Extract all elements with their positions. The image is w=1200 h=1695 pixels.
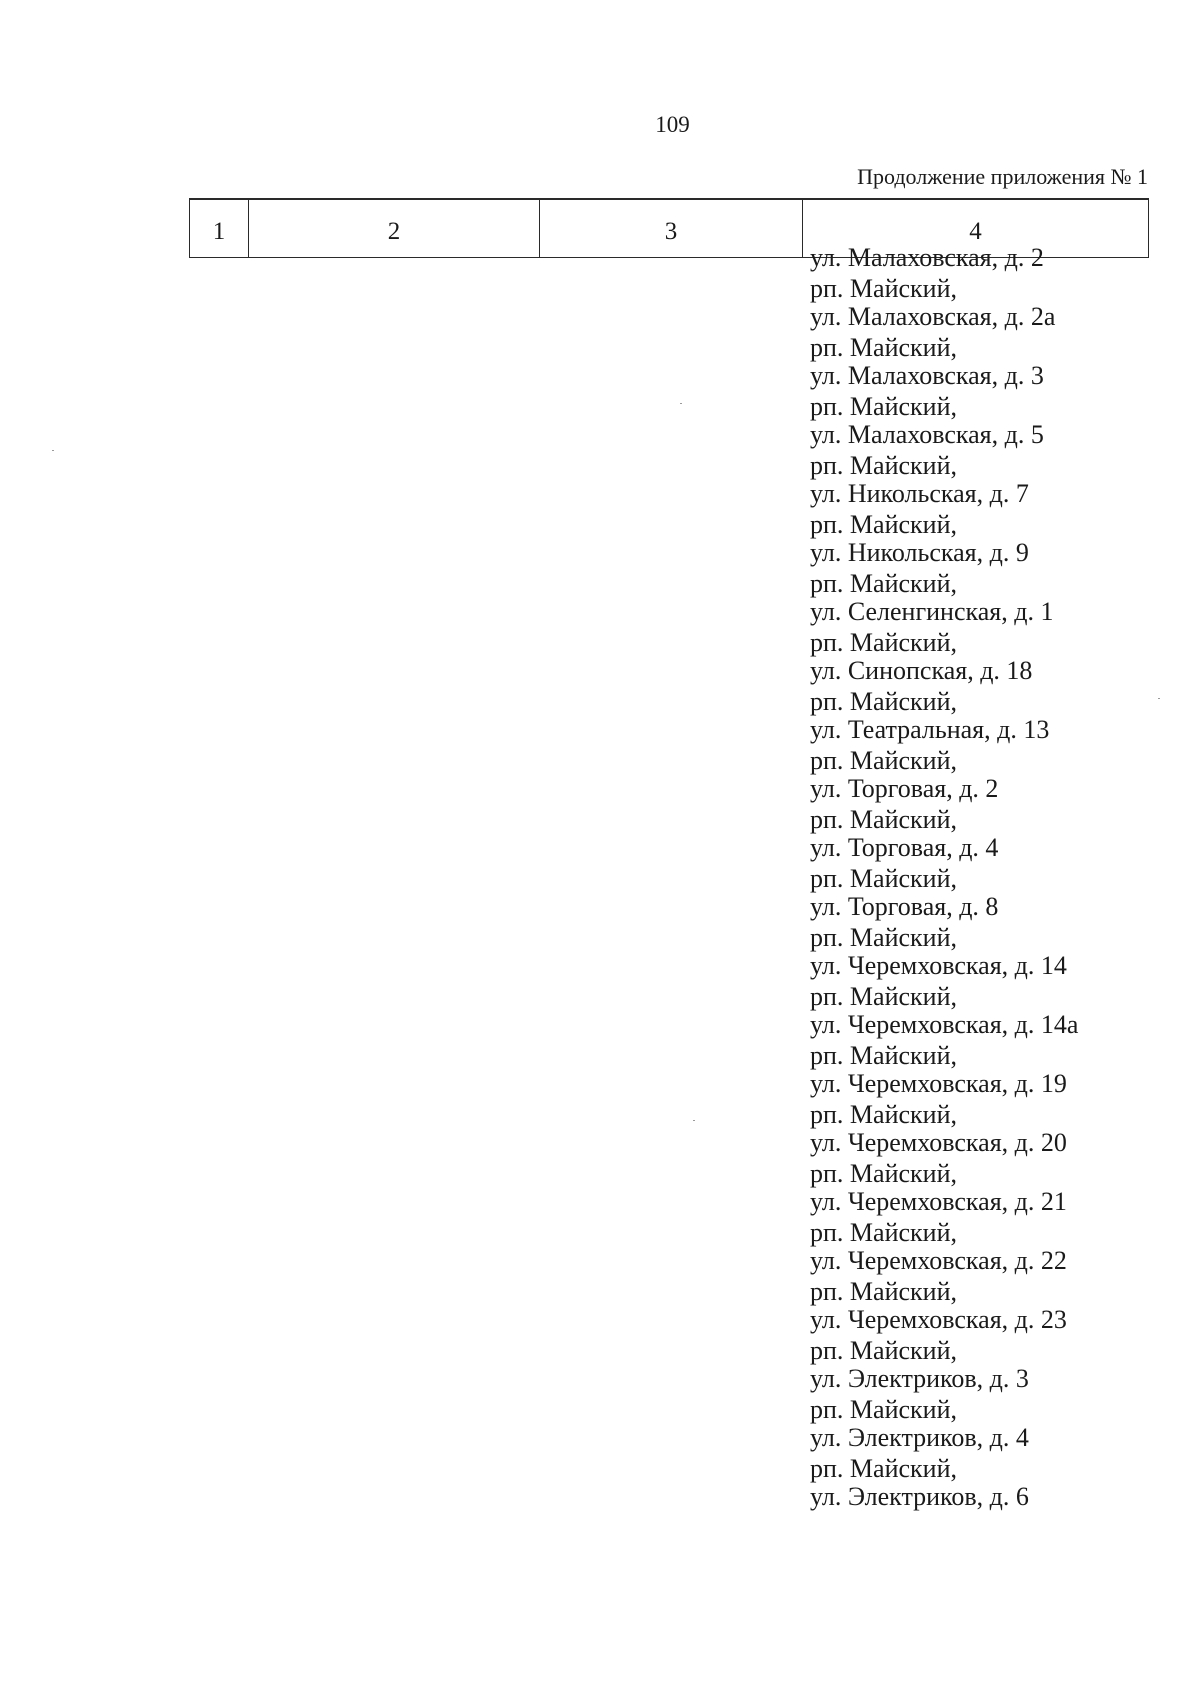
address-street: ул. Малаховская, д. 5 — [810, 420, 1044, 449]
address-entry — [810, 511, 1150, 567]
address-entry — [810, 334, 1150, 390]
address-entry — [810, 275, 1150, 331]
address-street: ул. Черемховская, д. 14а — [810, 1010, 1079, 1039]
address-entry — [810, 1337, 1150, 1393]
address-street: ул. Малаховская, д. 2а — [810, 302, 1056, 331]
address-locality: рп. Майский, — [810, 687, 957, 716]
address-locality: рп. Майский, — [810, 1454, 957, 1483]
address-entry — [810, 688, 1150, 744]
address-street: ул. Электриков, д. 4 — [810, 1423, 1029, 1452]
address-entry — [810, 865, 1150, 921]
address-locality: рп. Майский, — [810, 1336, 957, 1365]
address-entry — [810, 1278, 1150, 1334]
address-street: ул. Черемховская, д. 22 — [810, 1246, 1067, 1275]
address-locality: рп. Майский, — [810, 392, 957, 421]
address-locality: рп. Майский, — [810, 451, 957, 480]
address-locality: рп. Майский, — [810, 1159, 957, 1188]
column-header-4: 4 — [803, 199, 1149, 258]
continuation-label: Продолжение приложения № 1 — [857, 164, 1148, 189]
column-header-1: 1 — [190, 199, 249, 258]
column-header-2: 2 — [249, 199, 540, 258]
address-street: ул. Синопская, д. 18 — [810, 656, 1033, 685]
address-locality: рп. Майский, — [810, 982, 957, 1011]
address-locality: рп. Майский, — [810, 1277, 957, 1306]
address-entry — [810, 1042, 1150, 1098]
address-street: ул. Торговая, д. 8 — [810, 892, 999, 921]
address-locality: рп. Майский, — [810, 274, 957, 303]
address-street: ул. Черемховская, д. 23 — [810, 1305, 1067, 1334]
address-entry — [810, 1455, 1150, 1511]
address-locality: рп. Майский, — [810, 923, 957, 952]
address-entry — [810, 629, 1150, 685]
address-street: ул. Электриков, д. 6 — [810, 1482, 1029, 1511]
address-street: ул. Малаховская, д. 3 — [810, 361, 1044, 390]
column-header-3: 3 — [540, 199, 803, 258]
address-locality: рп. Майский, — [810, 333, 957, 362]
address-entry — [810, 393, 1150, 449]
scan-speck — [1158, 698, 1160, 699]
address-locality: рп. Майский, — [810, 628, 957, 657]
address-entry — [810, 1219, 1150, 1275]
address-street: ул. Черемховская, д. 21 — [810, 1187, 1067, 1216]
address-locality: рп. Майский, — [810, 746, 957, 775]
address-locality: рп. Майский, — [810, 805, 957, 834]
address-street: ул. Черемховская, д. 14 — [810, 951, 1067, 980]
address-street: ул. Селенгинская, д. 1 — [810, 597, 1054, 626]
address-list — [810, 243, 1150, 1514]
address-continued-street: ул. Малаховская, д. 2 — [810, 243, 1044, 272]
page-number: 109 — [655, 112, 690, 137]
scan-speck — [693, 1120, 695, 1121]
address-street: ул. Черемховская, д. 20 — [810, 1128, 1067, 1157]
address-locality: рп. Майский, — [810, 510, 957, 539]
address-locality: рп. Майский, — [810, 1218, 957, 1247]
address-entry — [810, 1396, 1150, 1452]
scan-speck — [52, 450, 54, 451]
address-entry — [810, 747, 1150, 803]
address-entry — [810, 570, 1150, 626]
address-street: ул. Электриков, д. 3 — [810, 1364, 1029, 1393]
address-locality: рп. Майский, — [810, 569, 957, 598]
address-street: ул. Торговая, д. 4 — [810, 833, 999, 862]
address-entry — [810, 452, 1150, 508]
address-locality: рп. Майский, — [810, 864, 957, 893]
address-locality: рп. Майский, — [810, 1041, 957, 1070]
address-street: ул. Театральная, д. 13 — [810, 715, 1050, 744]
address-entries — [810, 275, 1150, 1511]
address-locality: рп. Майский, — [810, 1395, 957, 1424]
address-locality: рп. Майский, — [810, 1100, 957, 1129]
address-entry — [810, 1101, 1150, 1157]
address-street: ул. Никольская, д. 9 — [810, 538, 1029, 567]
address-entry — [810, 806, 1150, 862]
address-street: ул. Никольская, д. 7 — [810, 479, 1029, 508]
address-entry — [810, 1160, 1150, 1216]
address-street: ул. Торговая, д. 2 — [810, 774, 999, 803]
address-entry — [810, 983, 1150, 1039]
address-street: ул. Черемховская, д. 19 — [810, 1069, 1067, 1098]
address-entry — [810, 924, 1150, 980]
scan-speck — [680, 403, 682, 404]
